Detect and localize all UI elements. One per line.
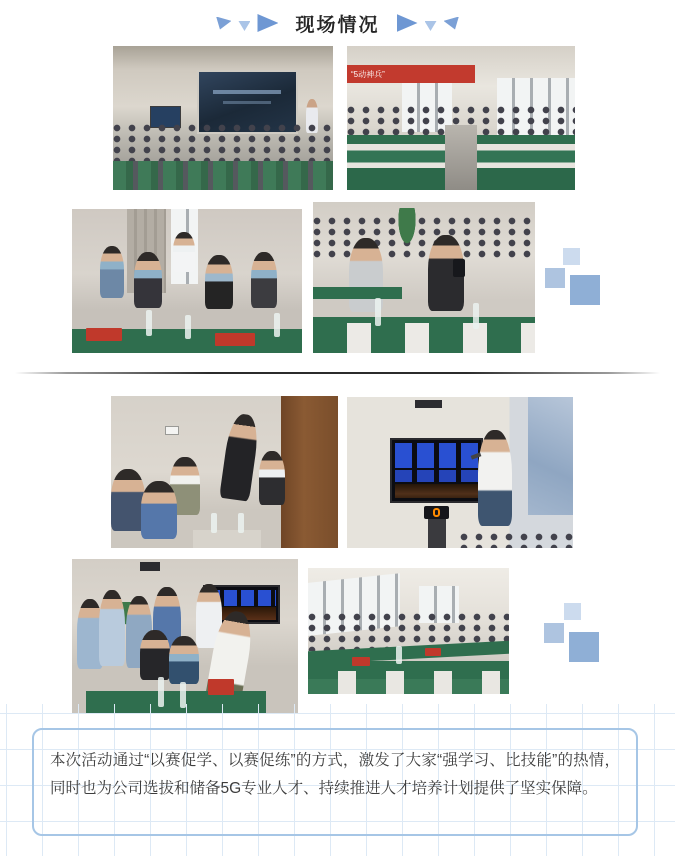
red-table-card (208, 679, 234, 695)
person-figure (205, 255, 233, 309)
red-table-item (425, 648, 441, 656)
triangle-down-icon (425, 21, 437, 31)
standing-mentor-figure (219, 413, 261, 502)
decor-square-light (563, 248, 580, 265)
decor-squares (544, 602, 602, 664)
green-chairs-row (113, 161, 333, 190)
water-bottle (158, 677, 164, 707)
green-table (313, 287, 402, 299)
decor-square-dark (569, 632, 599, 662)
summary-box (32, 728, 638, 836)
audience-crowd (113, 124, 333, 161)
person-figure (259, 451, 285, 505)
seated-person-figure (140, 630, 170, 680)
wood-door-shape (281, 396, 338, 548)
water-bottle (396, 646, 402, 664)
photo-audience-hall[interactable] (308, 568, 509, 694)
summary-text: 本次活动通过“以赛促学、以赛促练”的方式，激发了大家“强学习、比技能”的热情，同时也为公司选拔和储备5G专业人才、持续推进人才培养计划提供了坚实保障。 (50, 752, 620, 797)
decor-square-dark (570, 275, 600, 305)
slide-text-line (223, 101, 272, 104)
phone-shape (453, 259, 465, 277)
section-divider (15, 372, 660, 374)
person-figure (99, 590, 125, 666)
foreground-heads (460, 533, 573, 548)
person-figure (141, 481, 177, 539)
triangle-right-icon (257, 14, 278, 32)
tv-image-area (395, 484, 478, 499)
person-figure (100, 246, 124, 298)
table-edge (193, 530, 261, 548)
photo-mentor-guidance[interactable] (111, 396, 338, 548)
photo-attendee-phone[interactable] (313, 202, 535, 353)
background-crowd (313, 217, 535, 259)
photo-masked-attendees[interactable] (72, 209, 302, 353)
decor-square-mid (545, 268, 565, 288)
speaker-shape (140, 562, 160, 571)
slide-text-line (213, 90, 281, 94)
triangle-right-icon (397, 14, 418, 32)
person-figure (134, 252, 162, 308)
ac-panel-shape (165, 426, 179, 435)
speaker-shape (415, 400, 442, 408)
water-bottle (146, 310, 152, 336)
water-bottle (274, 313, 280, 337)
photo-team-discussion[interactable] (72, 559, 298, 713)
decor-square-mid (544, 623, 564, 643)
person-figure (111, 469, 145, 531)
seated-person-figure (169, 636, 199, 684)
timer-digit-shape (433, 508, 440, 517)
water-bottle (238, 513, 244, 533)
water-bottle (473, 303, 479, 329)
white-chairs-row (308, 671, 509, 694)
person-figure (173, 232, 195, 272)
score-cells-row (395, 443, 478, 467)
section-title: 现场情况 (295, 14, 380, 36)
red-table-card (86, 328, 122, 341)
red-table-item (352, 657, 370, 666)
summary-section (0, 704, 675, 856)
score-cells-row (395, 470, 478, 482)
triangle-down-icon (238, 21, 250, 31)
triangle-upright-icon (444, 17, 460, 30)
decor-square-light (564, 603, 581, 620)
decor-squares (544, 247, 602, 309)
white-chairs-row (313, 323, 535, 353)
red-table-card (215, 333, 255, 346)
projection-screen-shape (528, 397, 573, 515)
water-bottle (375, 298, 381, 326)
water-bottle (185, 315, 191, 339)
photo-presentation-room[interactable] (113, 46, 333, 190)
timer-box-shape (424, 506, 449, 520)
center-aisle (445, 125, 477, 190)
photo-scoreboard-presenter[interactable] (347, 397, 573, 548)
tv-stand-shape (428, 519, 446, 548)
photo-exam-classroom[interactable] (347, 46, 575, 190)
section-header (0, 8, 675, 38)
water-bottle (211, 513, 217, 533)
plant-shape (397, 208, 417, 247)
triangle-upleft-icon (215, 17, 231, 30)
presenter-figure (478, 430, 512, 526)
person-figure (251, 252, 277, 308)
scoreboard-tv-shape (390, 438, 483, 503)
red-banner (347, 65, 475, 84)
banner-text: “5动神兵” (351, 69, 385, 79)
